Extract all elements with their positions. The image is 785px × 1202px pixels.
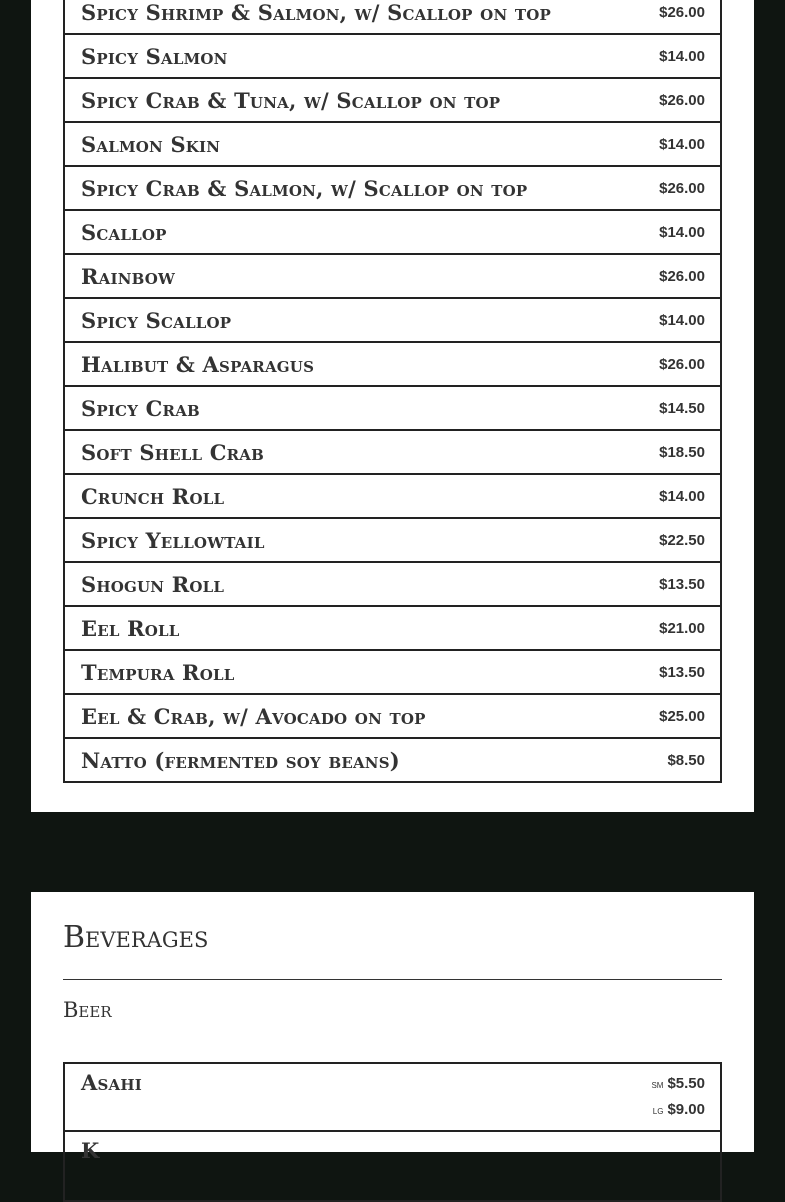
rolls-menu-list xyxy=(63,0,722,783)
item-price: $9.00 xyxy=(667,1101,705,1118)
menu-item xyxy=(63,739,722,783)
menu-item xyxy=(63,695,722,739)
menu-item xyxy=(63,387,722,431)
item-price: $21.00 xyxy=(659,619,705,637)
item-price: $13.50 xyxy=(659,663,705,681)
item-name: Spicy Crab xyxy=(81,395,200,421)
price-stack xyxy=(651,1074,705,1126)
item-name: Salmon Skin xyxy=(81,131,221,157)
menu-item xyxy=(63,167,722,211)
beer-menu-list xyxy=(63,1062,722,1202)
menu-item xyxy=(63,607,722,651)
item-price: $14.00 xyxy=(659,487,705,505)
beverages-section-title: Beverages xyxy=(63,920,209,955)
menu-item xyxy=(63,1062,722,1132)
item-price: $22.50 xyxy=(659,531,705,549)
menu-item xyxy=(63,299,722,343)
menu-item xyxy=(63,1132,722,1202)
item-name: Spicy Crab & Salmon, w/ Scallop on top xyxy=(81,175,528,201)
item-price: $26.00 xyxy=(659,91,705,109)
item-name: Spicy Crab & Tuna, w/ Scallop on top xyxy=(81,87,501,113)
beverages-menu-card xyxy=(31,892,754,1163)
price-large xyxy=(651,1100,705,1126)
menu-item xyxy=(63,563,722,607)
item-price: $26.00 xyxy=(659,179,705,197)
item-name: Spicy Shrimp & Salmon, w/ Scallop on top xyxy=(81,0,551,25)
menu-item xyxy=(63,35,722,79)
item-name: Spicy Yellowtail xyxy=(81,527,265,553)
item-price: $14.00 xyxy=(659,311,705,329)
item-name: Crunch Roll xyxy=(81,483,225,509)
item-name: Halibut & Asparagus xyxy=(81,351,315,377)
item-name: Rainbow xyxy=(81,263,176,289)
item-price: $18.50 xyxy=(659,443,705,461)
menu-item xyxy=(63,519,722,563)
section-divider xyxy=(63,979,722,980)
item-price: $5.50 xyxy=(667,1075,705,1092)
item-name: K xyxy=(81,1138,100,1163)
item-price: $14.00 xyxy=(659,223,705,241)
item-price: $26.00 xyxy=(659,3,705,21)
rolls-menu-card xyxy=(31,0,754,812)
size-label-small: sm xyxy=(651,1079,664,1091)
menu-item xyxy=(63,431,722,475)
menu-item xyxy=(63,79,722,123)
item-price: $26.00 xyxy=(659,355,705,373)
item-name: Tempura Roll xyxy=(81,659,235,685)
price-small xyxy=(651,1074,705,1100)
item-name: Asahi xyxy=(81,1070,142,1095)
menu-item xyxy=(63,343,722,387)
item-name: Shogun Roll xyxy=(81,571,225,597)
item-name: Soft Shell Crab xyxy=(81,439,265,465)
item-name: Natto (fermented soy beans) xyxy=(81,747,400,773)
item-price: $14.50 xyxy=(659,399,705,417)
beer-subsection-title: Beer xyxy=(63,998,112,1022)
item-name: Eel Roll xyxy=(81,615,180,641)
item-name: Spicy Scallop xyxy=(81,307,232,333)
menu-item xyxy=(63,123,722,167)
item-name: Scallop xyxy=(81,219,167,245)
item-price: $25.00 xyxy=(659,707,705,725)
item-name: Eel & Crab, w/ Avocado on top xyxy=(81,703,426,729)
menu-item xyxy=(63,211,722,255)
item-price: $13.50 xyxy=(659,575,705,593)
menu-item xyxy=(63,475,722,519)
item-price: $26.00 xyxy=(659,267,705,285)
menu-item xyxy=(63,651,722,695)
menu-item xyxy=(63,0,722,35)
menu-item xyxy=(63,255,722,299)
item-price: $14.00 xyxy=(659,135,705,153)
size-label-large: lg xyxy=(652,1105,664,1117)
item-price: $14.00 xyxy=(659,47,705,65)
item-price: $8.50 xyxy=(667,751,705,769)
item-name: Spicy Salmon xyxy=(81,43,228,69)
